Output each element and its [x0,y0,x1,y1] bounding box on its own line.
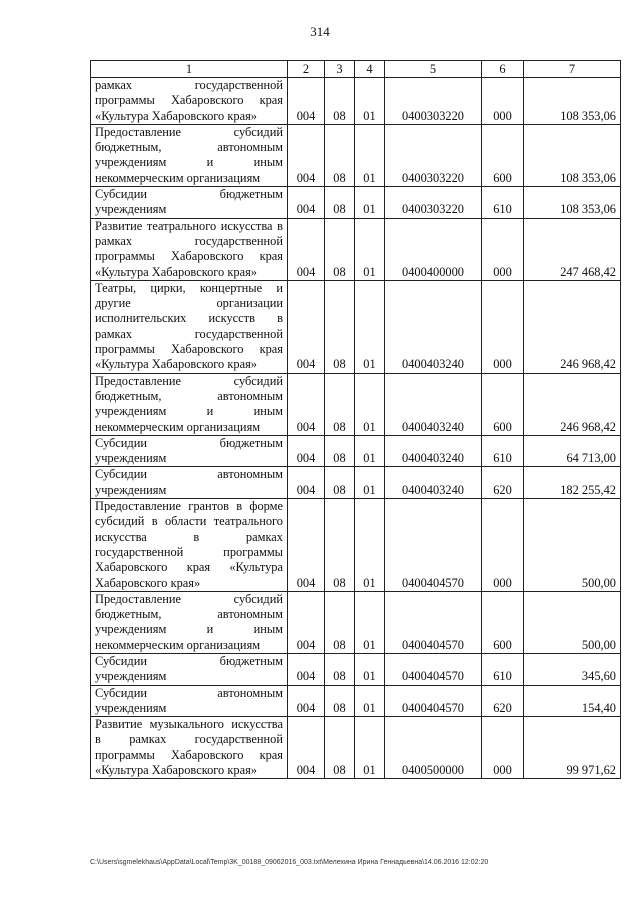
expense-type-cell: 000 [482,78,524,125]
page-number: 314 [310,24,330,39]
description-cell: рамках государственной программы Хабаровского края «Культура Хабаровского края» [91,78,288,125]
target-article-cell: 0400303220 [385,187,482,219]
admin-code-cell: 004 [288,187,325,219]
target-article-cell: 0400404570 [385,591,482,653]
target-article-cell: 0400404570 [385,685,482,717]
target-article-cell: 0400403240 [385,435,482,467]
expense-type-cell: 600 [482,373,524,435]
section-cell: 08 [325,499,355,592]
amount-cell: 108 353,06 [524,78,621,125]
target-article-cell: 0400403240 [385,467,482,499]
section-cell: 08 [325,685,355,717]
table-row [91,591,621,653]
section-cell: 08 [325,218,355,280]
table-row [91,499,621,592]
table-row [91,717,621,779]
description-cell: Субсидии автономным учреждениям [91,685,288,717]
subsection-cell: 01 [355,78,385,125]
table-row [91,218,621,280]
subsection-cell: 01 [355,280,385,373]
subsection-cell: 01 [355,218,385,280]
subsection-cell: 01 [355,499,385,592]
table-header-row [91,61,621,78]
admin-code-cell: 004 [288,280,325,373]
description-cell: Субсидии бюджетным учреждениям [91,435,288,467]
section-cell: 08 [325,591,355,653]
table-row [91,653,621,685]
admin-code-cell: 004 [288,78,325,125]
header-cell-6: 6 [482,61,524,78]
expense-type-cell: 000 [482,218,524,280]
subsection-cell: 01 [355,124,385,186]
target-article-cell: 0400404570 [385,653,482,685]
target-article-cell: 0400400000 [385,218,482,280]
section-cell: 08 [325,717,355,779]
amount-cell: 500,00 [524,591,621,653]
admin-code-cell: 004 [288,591,325,653]
target-article-cell: 0400403240 [385,373,482,435]
section-cell: 08 [325,280,355,373]
target-article-cell: 0400500000 [385,717,482,779]
admin-code-cell: 004 [288,717,325,779]
amount-cell: 64 713,00 [524,435,621,467]
budget-table [90,60,621,779]
table-row [91,685,621,717]
expense-type-cell: 620 [482,467,524,499]
section-cell: 08 [325,78,355,125]
description-cell: Субсидии автономным учреждениям [91,467,288,499]
description-cell: Развитие театрального искусства в рамках государственной программы Хабаровского края «Культура Хабаровского края» [91,218,288,280]
table-row [91,187,621,219]
target-article-cell: 0400303220 [385,78,482,125]
target-article-cell: 0400403240 [385,280,482,373]
subsection-cell: 01 [355,717,385,779]
amount-cell: 247 468,42 [524,218,621,280]
section-cell: 08 [325,124,355,186]
description-cell: Предоставление грантов в форме субсидий в области театрального искусства в рамках государственной программы Хабаровского края «Культура Хабаровского края» [91,499,288,592]
admin-code-cell: 004 [288,373,325,435]
amount-cell: 345,60 [524,653,621,685]
table-row [91,435,621,467]
description-cell: Субсидии бюджетным учреждениям [91,187,288,219]
header-cell-4: 4 [355,61,385,78]
table-row [91,124,621,186]
subsection-cell: 01 [355,591,385,653]
expense-type-cell: 000 [482,280,524,373]
amount-cell: 246 968,42 [524,280,621,373]
description-cell: Предоставление субсидий бюджетным, автономным учреждениям и иным некоммерческим организациям [91,591,288,653]
expense-type-cell: 610 [482,187,524,219]
admin-code-cell: 004 [288,499,325,592]
amount-cell: 108 353,06 [524,124,621,186]
amount-cell: 154,40 [524,685,621,717]
admin-code-cell: 004 [288,685,325,717]
subsection-cell: 01 [355,373,385,435]
description-cell: Театры, цирки, концертные и другие организации исполнительских искусств в рамках государственной программы Хабаровского края «Культура Хабаровского края» [91,280,288,373]
admin-code-cell: 004 [288,467,325,499]
amount-cell: 182 255,42 [524,467,621,499]
description-cell: Предоставление субсидий бюджетным, автономным учреждениям и иным некоммерческим организациям [91,373,288,435]
expense-type-cell: 600 [482,591,524,653]
section-cell: 08 [325,435,355,467]
table-row [91,467,621,499]
amount-cell: 108 353,06 [524,187,621,219]
description-cell: Развитие музыкального искусства в рамках государственной программы Хабаровского края «Культура Хабаровского края» [91,717,288,779]
target-article-cell: 0400303220 [385,124,482,186]
admin-code-cell: 004 [288,435,325,467]
admin-code-cell: 004 [288,124,325,186]
subsection-cell: 01 [355,685,385,717]
expense-type-cell: 610 [482,653,524,685]
section-cell: 08 [325,373,355,435]
expense-type-cell: 000 [482,717,524,779]
file-path-footer: C:\Users\sgmelekhaus\AppData\Local\Temp\3K_00188_09062016_003.txt\Мелехина Ирина Геннадьевна\14.06.2016 12:02:20 [90,859,489,866]
header-cell-3: 3 [325,61,355,78]
admin-code-cell: 004 [288,653,325,685]
expense-type-cell: 620 [482,685,524,717]
table-row [91,373,621,435]
description-cell: Субсидии бюджетным учреждениям [91,653,288,685]
expense-type-cell: 610 [482,435,524,467]
target-article-cell: 0400404570 [385,499,482,592]
expense-type-cell: 600 [482,124,524,186]
table-row [91,78,621,125]
table-row [91,280,621,373]
description-cell: Предоставление субсидий бюджетным, автономным учреждениям и иным некоммерческим организациям [91,124,288,186]
section-cell: 08 [325,653,355,685]
amount-cell: 99 971,62 [524,717,621,779]
subsection-cell: 01 [355,187,385,219]
section-cell: 08 [325,187,355,219]
amount-cell: 246 968,42 [524,373,621,435]
subsection-cell: 01 [355,467,385,499]
header-cell-2: 2 [288,61,325,78]
header-cell-1: 1 [91,61,288,78]
header-cell-5: 5 [385,61,482,78]
subsection-cell: 01 [355,653,385,685]
section-cell: 08 [325,467,355,499]
amount-cell: 500,00 [524,499,621,592]
header-cell-7: 7 [524,61,621,78]
admin-code-cell: 004 [288,218,325,280]
expense-type-cell: 000 [482,499,524,592]
subsection-cell: 01 [355,435,385,467]
